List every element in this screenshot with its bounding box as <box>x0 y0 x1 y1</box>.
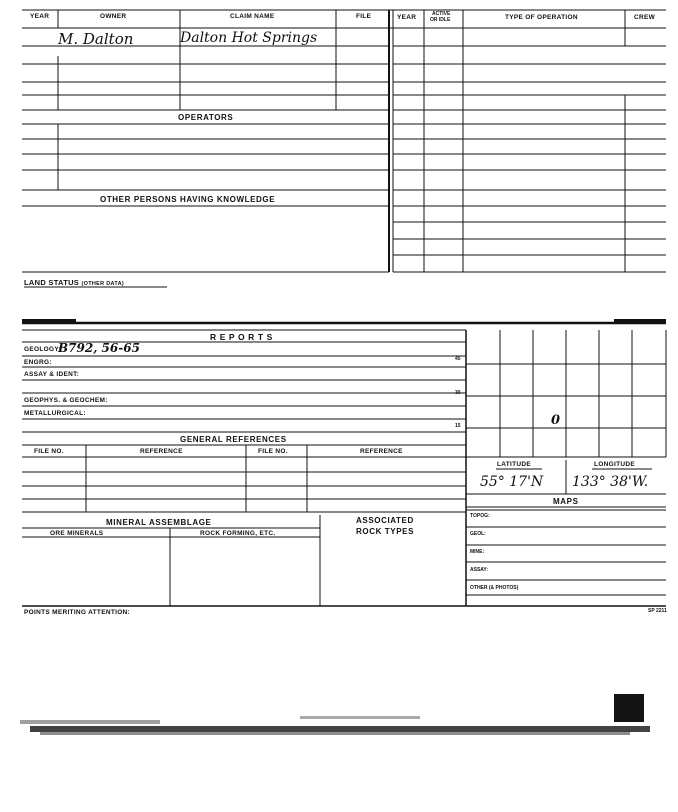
general-references-heading: GENERAL REFERENCES <box>180 435 287 444</box>
col-crew: CREW <box>634 14 656 21</box>
other-photos-label: OTHER (& PHOTOS) <box>470 585 519 591</box>
land-status-sub: (OTHER DATA) <box>81 281 124 287</box>
longitude-label: LONGITUDE <box>594 461 635 468</box>
col-year-2: YEAR <box>397 14 417 21</box>
rock-types-heading: ROCK TYPES <box>356 527 415 536</box>
form-number: SP 2211 <box>648 608 667 614</box>
reference-col-1: REFERENCE <box>140 448 183 455</box>
num-45: 45 <box>455 356 461 362</box>
mineral-assemblage-heading: MINERAL ASSEMBLAGE <box>106 518 212 527</box>
geology-label: GEOLOGY: <box>24 346 61 353</box>
latitude-label: LATITUDE <box>497 461 532 468</box>
other-persons-heading: OTHER PERSONS HAVING KNOWLEDGE <box>100 195 276 204</box>
rock-forming-col: ROCK FORMING, ETC. <box>200 530 276 537</box>
maps-heading: MAPS <box>553 497 579 506</box>
assay-label: ASSAY: <box>470 567 489 573</box>
points-meriting-attention: POINTS MERITING ATTENTION: <box>24 609 131 616</box>
reports-heading: R E P O R T S <box>210 332 273 342</box>
associated-heading: ASSOCIATED <box>356 516 414 525</box>
assay-ident-label: ASSAY & IDENT: <box>24 371 80 378</box>
num-30: 30 <box>455 390 461 396</box>
grid-mark: 0 <box>551 413 561 428</box>
topog-label: TOPOG: <box>470 513 490 519</box>
land-status-label <box>24 278 124 287</box>
col-type-of-operation: TYPE OF OPERATION <box>505 14 578 21</box>
operators-heading: OPERATORS <box>178 113 234 122</box>
file-no-col-1: FILE NO. <box>34 448 64 455</box>
metallurgical-label: METALLURGICAL: <box>24 410 86 417</box>
col-file: FILE <box>356 13 372 20</box>
num-15: 15 <box>455 423 461 429</box>
land-status-title: LAND STATUS <box>24 278 80 287</box>
geophys-label: GEOPHYS. & GEOCHEM: <box>24 397 108 404</box>
col-owner: OWNER <box>100 13 127 20</box>
mine-label: MINE: <box>470 549 485 555</box>
file-no-col-2: FILE NO. <box>258 448 288 455</box>
geol-label: GEOL: <box>470 531 486 537</box>
col-active: ACTIVE <box>432 11 451 17</box>
col-claim-name: CLAIM NAME <box>230 13 275 20</box>
col-or-idle: OR IDLE <box>430 17 451 23</box>
col-year: YEAR <box>30 13 50 20</box>
claim-name-entry: Dalton Hot Springs <box>180 30 318 46</box>
reference-col-2: REFERENCE <box>360 448 403 455</box>
longitude-value: 133° 38'W. <box>572 474 649 490</box>
engrg-label: ENGRG: <box>24 359 52 366</box>
latitude-value: 55° 17'N <box>480 474 544 490</box>
ore-minerals-col: ORE MINERALS <box>50 530 104 537</box>
geology-value: B792, 56-65 <box>58 341 140 355</box>
owner-entry: M. Dalton <box>58 30 134 48</box>
